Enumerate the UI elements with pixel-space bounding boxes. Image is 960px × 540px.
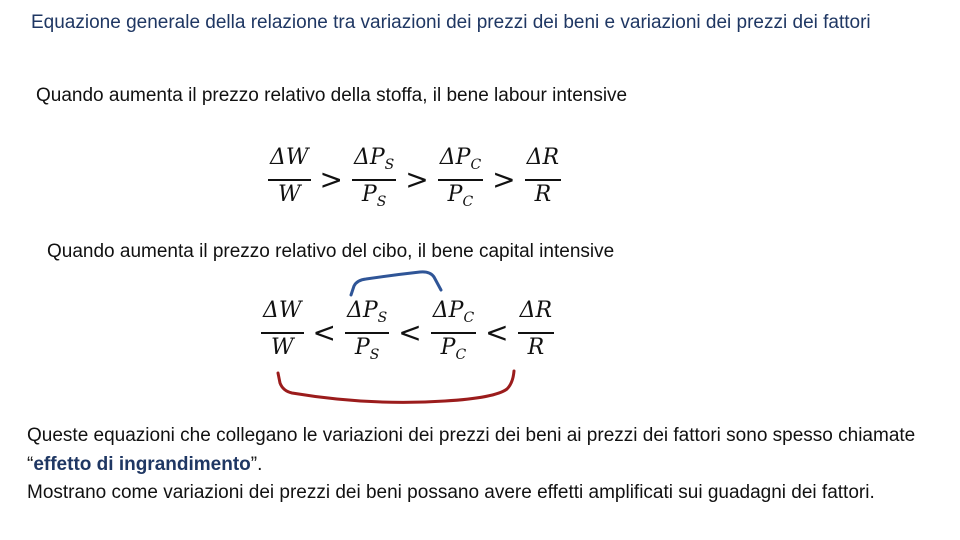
top-brace-annotation <box>351 272 441 295</box>
operator-symbol: > <box>492 163 516 196</box>
operator-symbol: < <box>312 316 336 349</box>
caption-labour-intensive: Quando aumenta il prezzo relativo della stoffa, il bene labour intensive <box>36 85 628 106</box>
operator-symbol: > <box>405 163 429 196</box>
fraction-numerator: $\Delta P_C$ <box>438 144 483 181</box>
fraction-wage <box>258 297 307 369</box>
bottom-brace-annotation <box>278 371 514 402</box>
fraction-numerator: $\Delta P_S$ <box>345 297 389 334</box>
explanation-text <box>27 422 937 508</box>
fraction-denominator: $P_S$ <box>354 335 380 363</box>
fraction-denominator: W <box>270 335 294 360</box>
equation-less-than <box>258 297 557 369</box>
fraction-numerator: ΔW <box>268 144 311 181</box>
paragraph-amplified-effects: Mostrano come variazioni dei prezzi dei beni possano avere effetti amplificati sui guadagni dei fattori. <box>27 482 875 503</box>
fraction-numerator: $\Delta P_C$ <box>431 297 476 334</box>
fraction-numerator: ΔW <box>261 297 304 334</box>
fraction-denominator: $P_C$ <box>440 335 467 363</box>
equation-greater-than <box>265 144 564 216</box>
fraction-rent <box>522 144 564 216</box>
slide-title: Equazione generale della relazione tra variazioni dei prezzi dei beni e variazioni dei prezzi dei fattori <box>31 12 871 33</box>
operator-symbol: > <box>319 163 343 196</box>
fraction-denominator: $P_S$ <box>361 182 387 210</box>
fraction-price-cloth <box>342 297 392 369</box>
fraction-denominator: $P_C$ <box>447 182 474 210</box>
fraction-wage <box>265 144 314 216</box>
fraction-price-food <box>428 297 479 369</box>
fraction-rent <box>515 297 557 369</box>
caption-capital-intensive: Quando aumenta il prezzo relativo del cibo, il bene capital intensive <box>47 241 615 262</box>
fraction-numerator: $\Delta P_S$ <box>352 144 396 181</box>
fraction-denominator: W <box>277 182 301 207</box>
paragraph-magnification-effect: Queste equazioni che collegano le variazioni dei prezzi dei beni ai prezzi dei fattori sono spesso chiamate “effetto di ingrandimento”. <box>27 425 916 475</box>
fraction-numerator: ΔR <box>525 144 561 181</box>
fraction-denominator: R <box>534 182 552 207</box>
fraction-numerator: ΔR <box>518 297 554 334</box>
fraction-price-cloth <box>349 144 399 216</box>
operator-symbol: < <box>398 316 422 349</box>
operator-symbol: < <box>485 316 509 349</box>
fraction-price-food <box>435 144 486 216</box>
magnification-effect-term: effetto di ingrandimento <box>33 453 251 475</box>
fraction-denominator: R <box>527 335 545 360</box>
